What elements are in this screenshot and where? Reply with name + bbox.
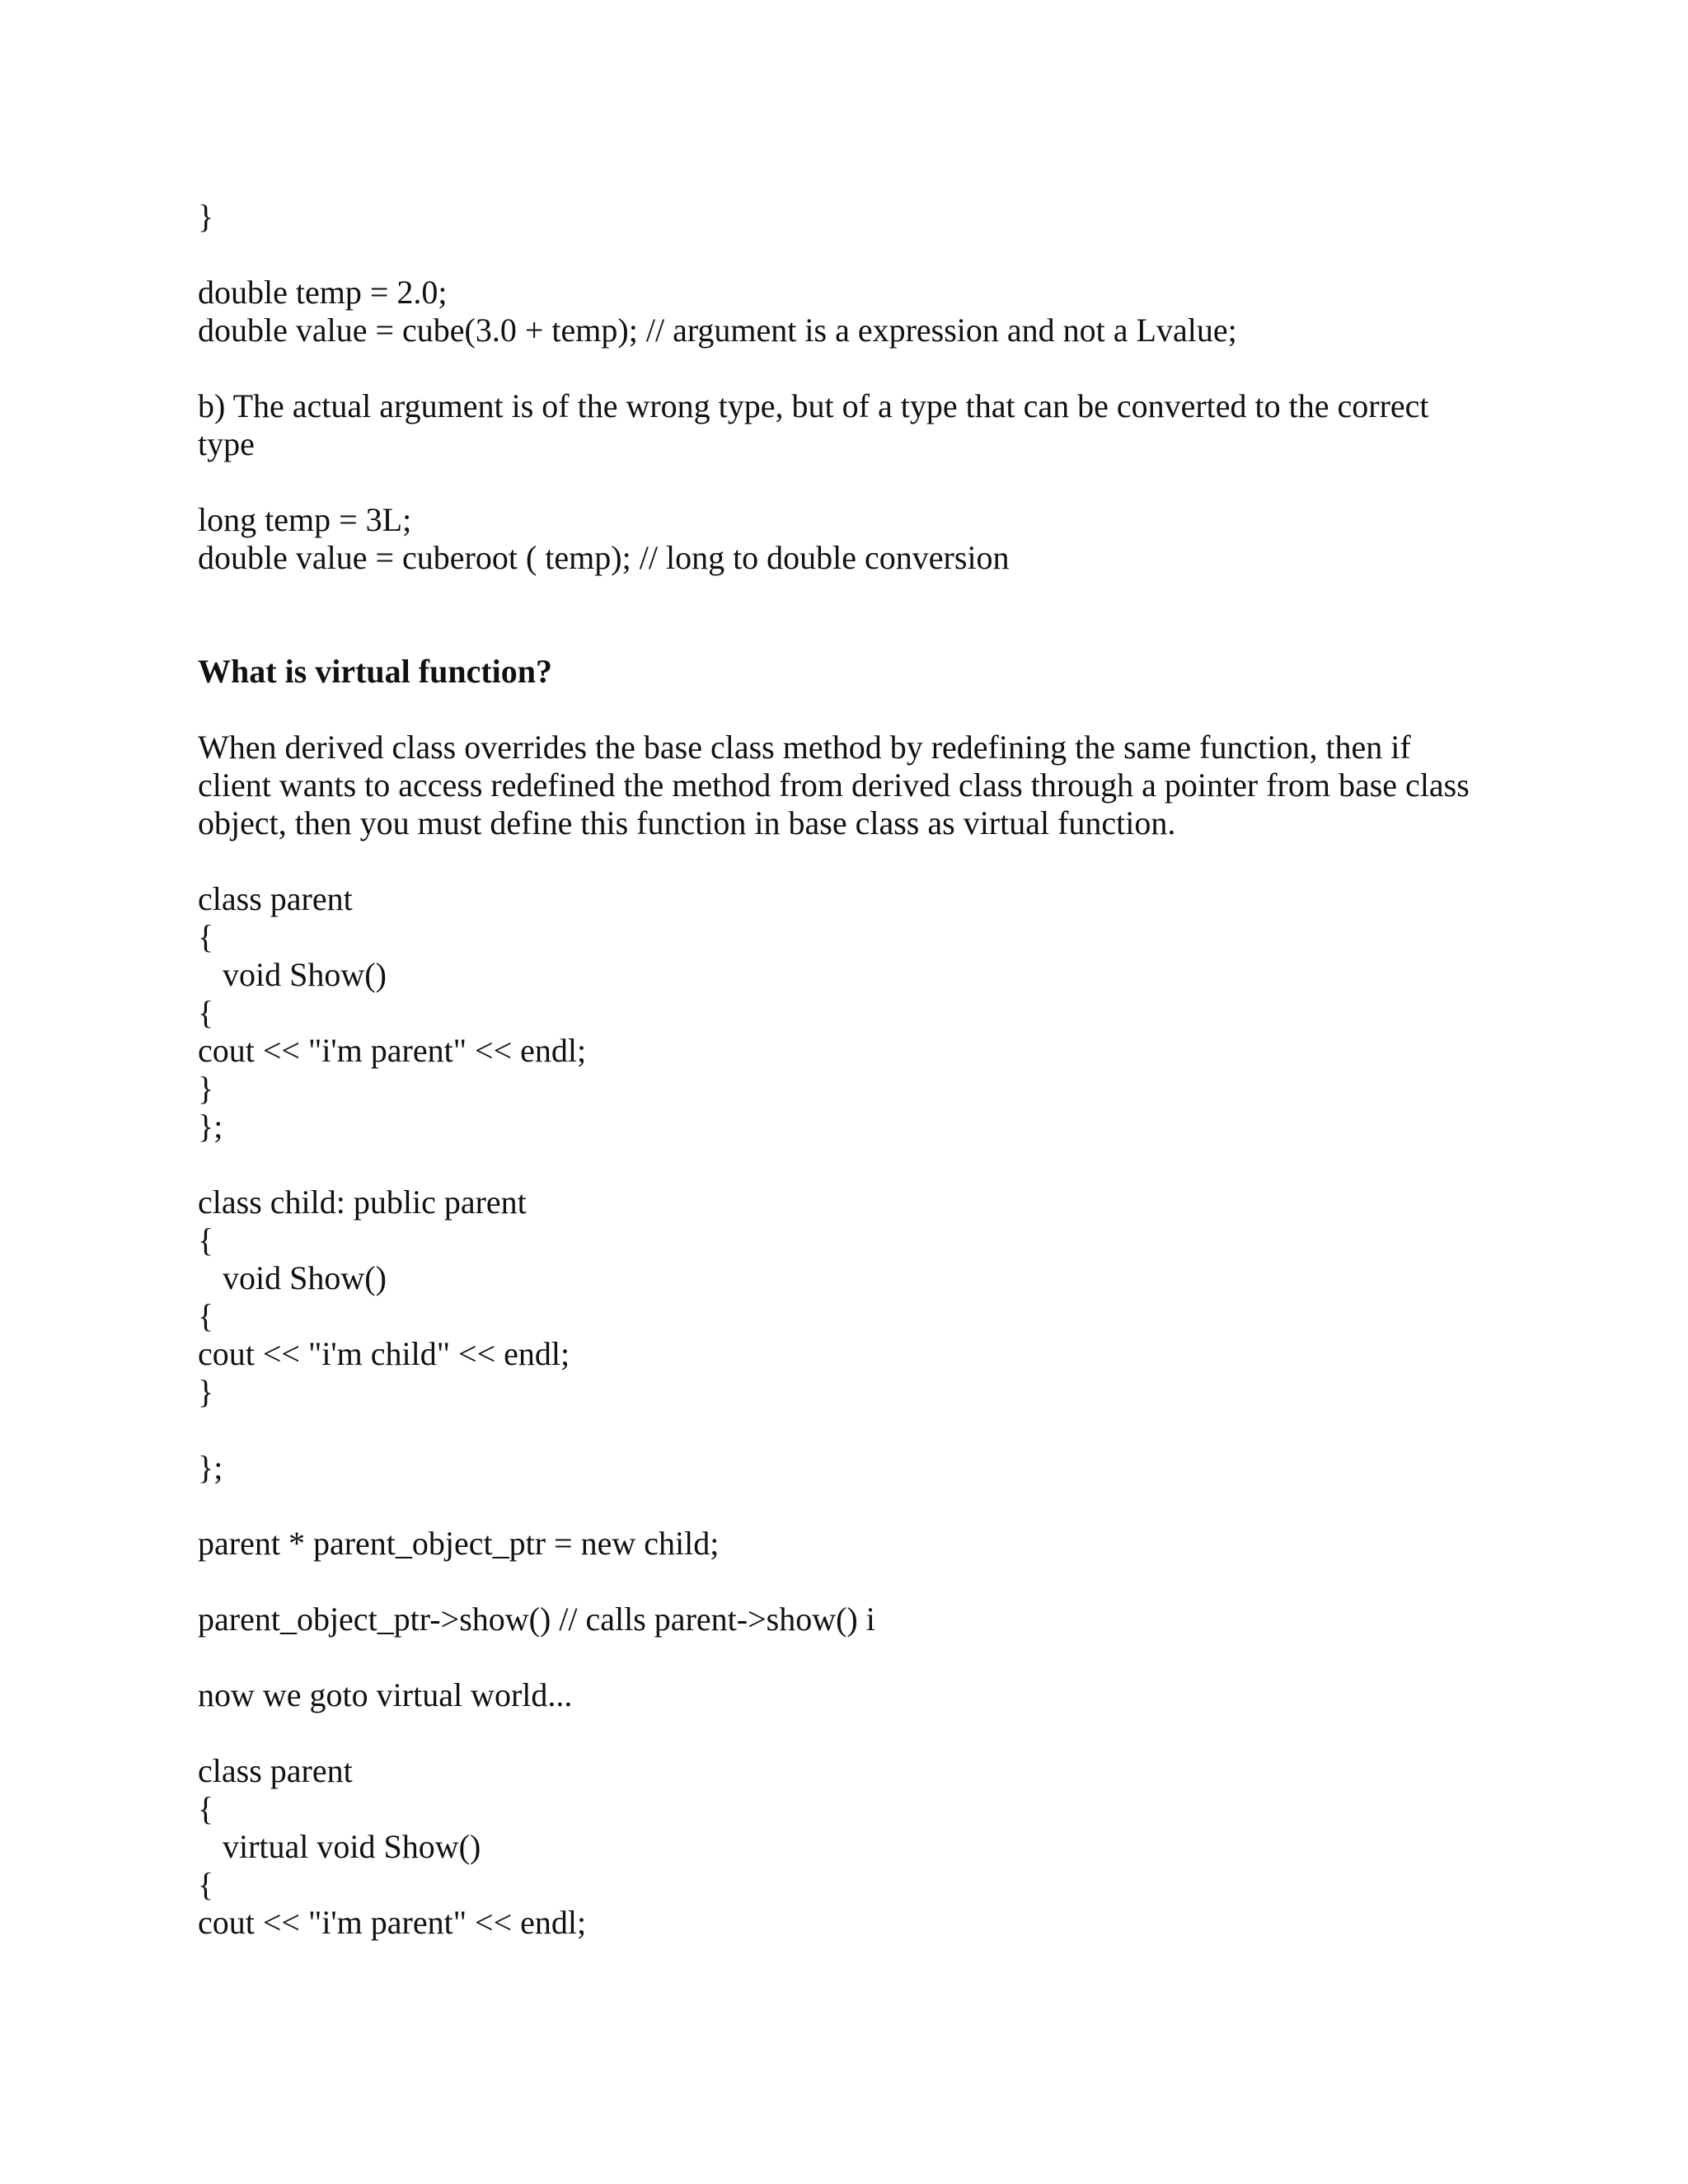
code-line: double value = cube(3.0 + temp); // argument is a expression and not a Lvalue; <box>198 312 1237 349</box>
code-line: { <box>198 918 214 955</box>
code-line: parent * parent_object_ptr = new child; <box>198 1525 720 1562</box>
code-line: void Show() <box>223 1259 387 1296</box>
code-line: cout << "i'm parent" << endl; <box>198 1032 587 1069</box>
section-heading: What is virtual function? <box>198 653 553 690</box>
code-line: { <box>198 1866 214 1903</box>
text-line: object, then you must define this function in base class as virtual function. <box>198 804 1176 841</box>
code-line: { <box>198 1221 214 1258</box>
code-line: { <box>198 1297 214 1334</box>
code-line: class parent <box>198 880 353 917</box>
code-line: class child: public parent <box>198 1183 527 1221</box>
text-line: b) The actual argument is of the wrong type, but of a type that can be converted to the correct <box>198 387 1429 424</box>
code-line: }; <box>198 1108 223 1145</box>
closing-brace: } <box>198 198 214 235</box>
code-line: cout << "i'm parent" << endl; <box>198 1904 587 1941</box>
code-line: { <box>198 1790 214 1827</box>
code-line: parent_object_ptr->show() // calls parent->show() i <box>198 1601 875 1638</box>
code-line: { <box>198 994 214 1031</box>
code-line: } <box>198 1373 214 1410</box>
code-line: long temp = 3L; <box>198 501 412 538</box>
code-line: } <box>198 1070 214 1107</box>
text-line: type <box>198 425 255 462</box>
code-line: virtual void Show() <box>223 1828 481 1865</box>
text-line: now we goto virtual world... <box>198 1676 573 1713</box>
code-line: cout << "i'm child" << endl; <box>198 1335 570 1372</box>
code-line: }; <box>198 1449 223 1486</box>
code-line: class parent <box>198 1752 353 1789</box>
text-line: client wants to access redefined the method from derived class through a pointer from base class <box>198 766 1470 804</box>
code-line: void Show() <box>223 956 387 993</box>
code-line: double temp = 2.0; <box>198 274 448 311</box>
text-line: When derived class overrides the base class method by redefining the same function, then if <box>198 729 1411 766</box>
code-line: double value = cuberoot ( temp); // long to double conversion <box>198 539 1010 576</box>
